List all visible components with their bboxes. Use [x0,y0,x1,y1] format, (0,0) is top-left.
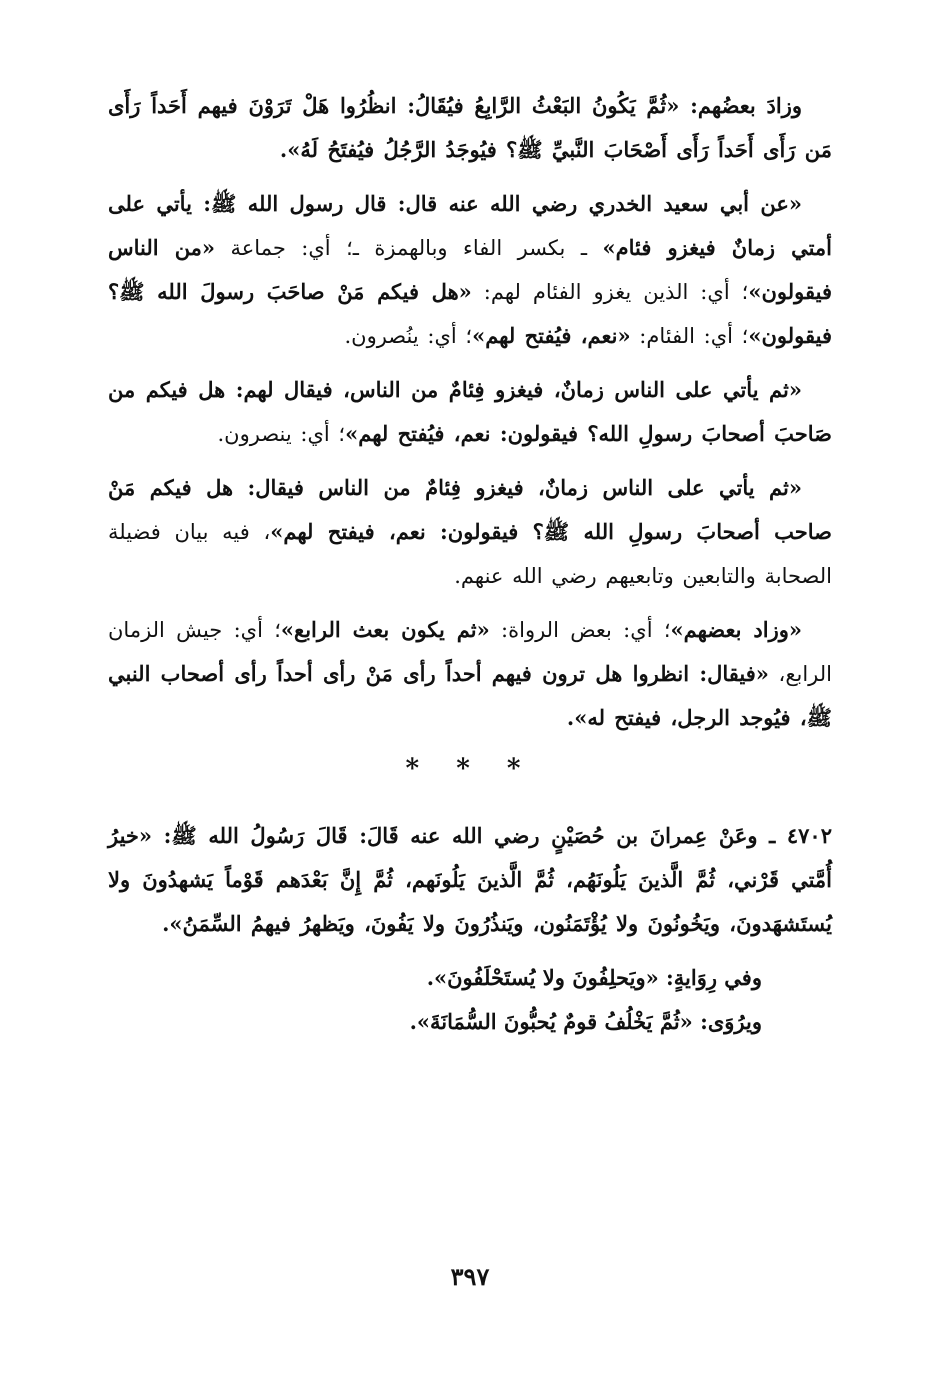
text-segment: «عن أبي سعيد الخدري رضي الله عنه قال: قال رسول الله ﷺ: يأتي على أمتي زمانٌ فيغزو فئام» [108,191,833,260]
paragraph-p3 [108,368,832,456]
paragraph-p6 [108,814,832,946]
text-segment: «هل فيكم مَنْ صاحَبَ رسولَ الله ﷺ؟ فيقولون» [108,279,832,348]
text-segment: «نعم، فيُفتح لهم» [472,323,631,348]
page-number: ٣٩٧ [450,1262,490,1291]
text-segment: ؛ أي: ينُصرون. [344,324,473,348]
page-body [108,84,832,1044]
text-segment: ؛ أي: جيش الزمان الرابع، [108,618,832,686]
paragraph-p1 [108,84,832,172]
text-segment: ؛ أي: ينصرون. [217,422,346,446]
text-segment: «ثم يأتي على الناس زمانٌ، فيغزو فِئامٌ من الناس، فيقال لهم: هل فيكم من صَاحبَ أصحابَ رسولِ الله؟ فيقولون: نعم، فيُفتح لهم» [108,377,832,446]
text-segment: ؛ أي: الذين يغزو الفئام لهم: [471,280,749,304]
variant-narrations [108,956,832,1044]
text-segment: وزادَ بعضُهم: [679,93,803,118]
paragraph-p5 [108,608,832,740]
text-segment: ـ بكسر الفاء وبالهمزة ـ؛ أي: جماعة [215,236,603,260]
text-segment: ؛ أي: الفئام: [630,324,749,348]
paragraph-p2 [108,182,832,358]
paragraph-p4 [108,466,832,598]
text-segment: ، فيه بيان فضيلة الصحابة والتابعين وتابعيهم رضي الله عنهم. [108,520,832,588]
text-segment: «فيقال: انظروا هل ترون فيهم أحداً رأى مَنْ رأى أحداً رأى أصحاب النبي ﷺ، فيُوجد الرجل، فيفتح له». [108,661,832,730]
hadith-block [108,814,832,946]
text-segment: ٤٧٠٢ ـ وعَنْ عِمرانَ بن حُصَيْنٍ رضي الله عنه قَالَ: قَالَ رَسُولُ الله ﷺ: «خيرُ أُمَّتي قَرْني، ثُمَّ الَّذينَ يَلُونَهُم، ثُمَّ الَّذينَ يَلُونَهم، ثُمَّ إِنَّ بَعْدَهم قَوْماً يَشهدُونَ ولا يُستَشهَدونَ، ويَخُونُونَ ولا يُؤْتَمَنُون، ويَنذُرُونَ ولا يَفُونَ، ويَظهرُ فيهمُ السِّمَنُ». [108,823,832,936]
commentary-text [108,84,832,740]
text-segment: ؛ أي: بعض الرواة: [489,618,671,642]
variant-line: وفي رِوَايةٍ: «ويَحلِفُونَ ولا يُستَحْلَفُونَ». [426,965,762,990]
text-segment: «ثُمَّ يَكُونُ البَعْثُ الرَّابِعُ فيُقَالُ: انظُرُوا هَلْ تَرَوْنَ فيهم أَحَداً رَأَى مَن رَأَى أَحَداً رَأَى أَصْحَابَ النَّبيِّ ﷺ؟ فيُوجَدُ الرَّجُلُ فيُفتَحُ لَهُ». [108,93,832,162]
section-separator: * * * [405,754,535,784]
text-segment: «ثم يكون بعث الرابع» [280,617,490,642]
text-segment: «من الناس فيقولون» [108,235,832,304]
variant-line: ويرُوَى: «ثُمَّ يَخْلُفُ قومٌ يُحبُّونَ السُّمَانَةَ». [409,1009,762,1034]
text-segment: «وزاد بعضهم» [670,617,802,642]
text-segment: «ثم يأتي على الناس زمانٌ، فيغزو فِئامٌ من الناس فيقال: هل فيكم مَنْ صاحب أصحابَ رسولِ الله ﷺ؟ فيقولون: نعم، فيفتح لهم» [108,475,832,544]
